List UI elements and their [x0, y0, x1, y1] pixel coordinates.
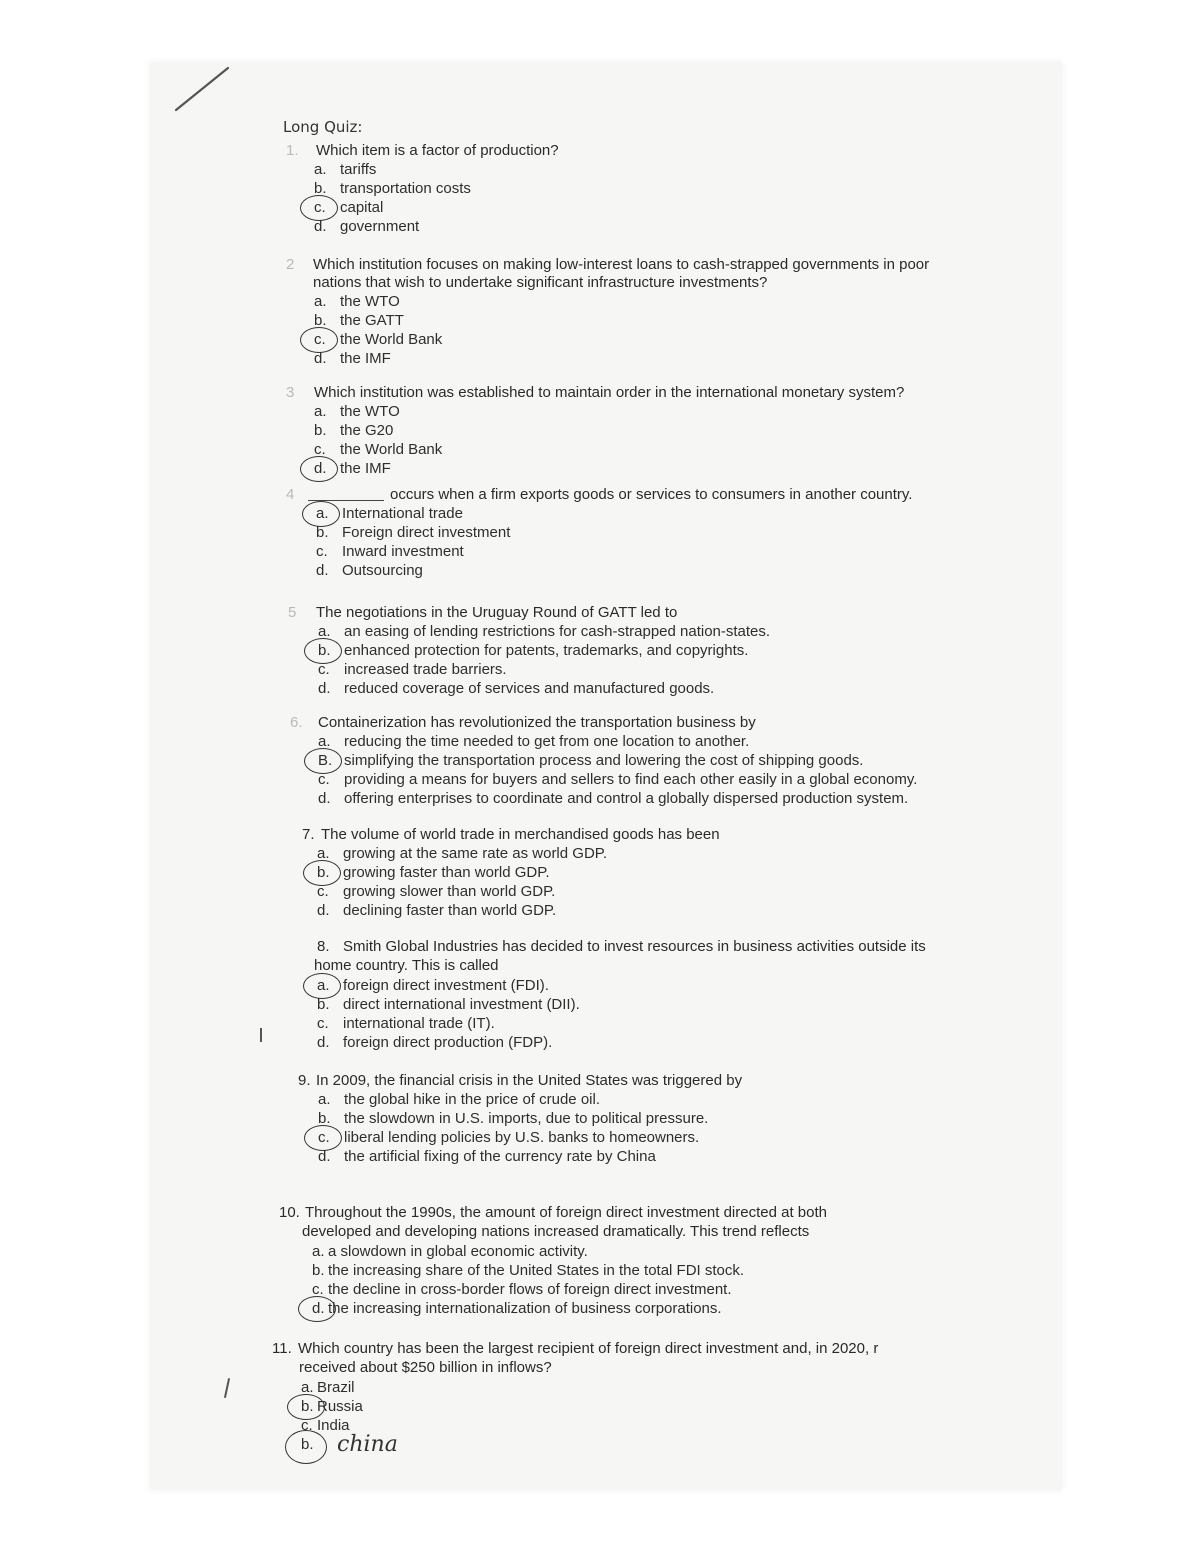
- option-text: Brazil: [317, 1379, 355, 1396]
- question-text: The negotiations in the Uruguay Round of GATT led to: [316, 604, 678, 621]
- answer-option: [312, 1243, 588, 1260]
- option-letter: d.: [312, 1300, 325, 1317]
- answer-option: [314, 180, 471, 197]
- option-text: tariffs: [340, 161, 377, 178]
- option-letter: d.: [318, 1148, 331, 1165]
- answer-option: [317, 1015, 495, 1032]
- answer-option: [317, 845, 607, 862]
- option-text: providing a means for buyers and sellers to find each other easily in a global economy.: [344, 771, 918, 788]
- option-text: Outsourcing: [342, 562, 423, 579]
- quiz-title: Long Quiz:: [283, 118, 363, 136]
- option-text: Russia: [317, 1398, 363, 1415]
- answer-option: [314, 218, 419, 235]
- option-text: increased trade barriers.: [344, 661, 507, 678]
- option-letter: b.: [318, 1110, 331, 1127]
- option-letter: a.: [314, 161, 327, 178]
- answer-option: [318, 1129, 699, 1146]
- question-number: 10.: [279, 1204, 300, 1221]
- option-letter: a.: [318, 1091, 331, 1108]
- answer-option: [318, 790, 908, 807]
- option-text: offering enterprises to coordinate and control a globally dispersed production system.: [344, 790, 909, 807]
- option-text: India: [317, 1417, 350, 1434]
- answer-option: [317, 1034, 552, 1051]
- option-text: Foreign direct investment: [342, 524, 511, 541]
- option-text: the global hike in the price of crude oil.: [344, 1091, 600, 1108]
- option-text: the WTO: [340, 293, 400, 310]
- option-text: the G20: [340, 422, 394, 439]
- option-letter: c.: [317, 1015, 329, 1032]
- answer-blank: [308, 488, 384, 501]
- answer-option: [314, 422, 393, 439]
- option-letter: a.: [318, 623, 331, 640]
- answer-option: [314, 350, 391, 367]
- check-mark-icon: [174, 66, 230, 112]
- option-letter: d.: [314, 460, 327, 477]
- answer-option: [318, 733, 749, 750]
- option-text: reducing the time needed to get from one location to another.: [344, 733, 750, 750]
- option-letter: a.: [301, 1379, 314, 1396]
- stray-mark: [260, 1028, 262, 1042]
- option-letter: a.: [312, 1243, 325, 1260]
- option-letter: d.: [314, 218, 327, 235]
- option-letter: a.: [314, 403, 327, 420]
- option-text: the IMF: [340, 460, 391, 477]
- option-text: foreign direct investment (FDI).: [343, 977, 549, 994]
- option-letter: a.: [317, 845, 330, 862]
- option-letter: B.: [318, 752, 333, 769]
- option-letter: d.: [316, 562, 329, 579]
- option-text: Inward investment: [342, 543, 464, 560]
- option-letter: c.: [301, 1417, 313, 1434]
- option-text: growing at the same rate as world GDP.: [343, 845, 608, 862]
- option-text: the World Bank: [340, 441, 443, 458]
- handwritten-answer: china: [337, 1432, 398, 1457]
- question-number: 1.: [286, 142, 299, 159]
- answer-option: [318, 1148, 656, 1165]
- option-letter: b.: [314, 422, 327, 439]
- option-letter: c.: [318, 1129, 330, 1146]
- option-letter: d.: [318, 790, 331, 807]
- answer-option: [317, 996, 580, 1013]
- question-number: 11.: [272, 1340, 292, 1357]
- option-letter: d.: [317, 902, 330, 919]
- answer-option: [318, 680, 714, 697]
- answer-option: [316, 543, 464, 560]
- option-letter: b.: [317, 864, 330, 881]
- answer-option: [316, 562, 423, 579]
- option-text: reduced coverage of services and manufactured goods.: [344, 680, 715, 697]
- option-text: the increasing share of the United States in the total FDI stock.: [328, 1262, 745, 1279]
- answer-option: [318, 661, 507, 678]
- option-letter: c.: [317, 883, 329, 900]
- option-text: government: [340, 218, 420, 235]
- answer-circle-mark: [298, 1296, 336, 1322]
- option-letter: a.: [317, 977, 330, 994]
- answer-option: [312, 1262, 744, 1279]
- option-letter: d.: [317, 1034, 330, 1051]
- option-letter: c.: [316, 543, 328, 560]
- option-letter: c.: [312, 1281, 324, 1298]
- answer-option: [312, 1281, 732, 1298]
- option-text: the decline in cross-border flows of foreign direct investment.: [328, 1281, 732, 1298]
- option-letter: a.: [314, 293, 327, 310]
- option-letter: c.: [314, 441, 326, 458]
- answer-option: [318, 623, 770, 640]
- option-text: simplifying the transportation process and lowering the cost of shipping goods.: [344, 752, 864, 769]
- option-letter: c.: [314, 199, 326, 216]
- option-letter: b.: [317, 996, 330, 1013]
- answer-option: [318, 1110, 708, 1127]
- option-text: the slowdown in U.S. imports, due to political pressure.: [344, 1110, 709, 1127]
- option-text: growing slower than world GDP.: [343, 883, 556, 900]
- option-text: the increasing internationalization of business corporations.: [328, 1300, 722, 1317]
- question-text: developed and developing nations increased dramatically. This trend reflects: [302, 1223, 810, 1240]
- answer-option: [312, 1300, 722, 1317]
- question-text: Which country has been the largest recipient of foreign direct investment and, in 2020, r: [298, 1340, 879, 1357]
- answer-option: [314, 161, 376, 178]
- option-text: foreign direct production (FDP).: [343, 1034, 553, 1051]
- question-number: 4: [286, 486, 295, 503]
- option-text: direct international investment (DII).: [343, 996, 580, 1013]
- option-letter: a.: [318, 733, 331, 750]
- option-letter: c.: [318, 771, 330, 788]
- question-text: Containerization has revolutionized the transportation business by: [318, 714, 756, 731]
- option-letter: b.: [314, 180, 327, 197]
- option-letter: d.: [314, 350, 327, 367]
- answer-option: [314, 293, 400, 310]
- question-text: received about $250 billion in inflows?: [299, 1359, 552, 1376]
- option-text: transportation costs: [340, 180, 471, 197]
- option-text: enhanced protection for patents, trademarks, and copyrights.: [344, 642, 749, 659]
- option-text: an easing of lending restrictions for cash-strapped nation-states.: [344, 623, 771, 640]
- question-number: 2: [286, 256, 295, 273]
- option-text: the World Bank: [340, 331, 443, 348]
- option-letter: b.: [316, 524, 329, 541]
- option-letter: b.: [318, 642, 331, 659]
- question-number: 5: [288, 604, 297, 621]
- option-text: growing faster than world GDP.: [343, 864, 550, 881]
- answer-option: [317, 883, 555, 900]
- answer-option: [316, 524, 510, 541]
- answer-option: [318, 1091, 600, 1108]
- option-letter: d.: [318, 680, 331, 697]
- option-letter: b.: [314, 312, 327, 329]
- answer-circle-mark: [285, 1430, 327, 1464]
- answer-option: [318, 771, 917, 788]
- answer-option: [317, 977, 549, 994]
- question-number: 9.: [298, 1072, 311, 1089]
- option-text: capital: [340, 199, 384, 216]
- option-text: the WTO: [340, 403, 400, 420]
- answer-option: [317, 902, 556, 919]
- option-letter: b.: [301, 1398, 314, 1415]
- question-text: Throughout the 1990s, the amount of foreign direct investment directed at both: [305, 1204, 827, 1221]
- question-number: 6.: [290, 714, 303, 731]
- question-text: occurs when a firm exports goods or services to consumers in another country.: [390, 486, 913, 503]
- question-text: nations that wish to undertake significant infrastructure investments?: [313, 274, 768, 291]
- option-text: liberal lending policies by U.S. banks to homeowners.: [344, 1129, 700, 1146]
- question-text: The volume of world trade in merchandised goods has been: [321, 826, 720, 843]
- option-text: the artificial fixing of the currency rate by China: [344, 1148, 656, 1165]
- option-text: international trade (IT).: [343, 1015, 495, 1032]
- option-text: International trade: [342, 505, 463, 522]
- answer-option: [314, 441, 442, 458]
- answer-circle-mark: [300, 456, 338, 482]
- handwritten-option-letter: b.: [301, 1436, 314, 1453]
- answer-option: [318, 752, 863, 769]
- question-text: Which item is a factor of production?: [316, 142, 559, 159]
- question-text: Smith Global Industries has decided to invest resources in business activities outside its: [343, 938, 926, 955]
- option-text: the IMF: [340, 350, 391, 367]
- answer-option: [314, 312, 404, 329]
- option-letter: c.: [314, 331, 326, 348]
- answer-option: [314, 403, 400, 420]
- question-text: Which institution focuses on making low-interest loans to cash-strapped governments in poor: [313, 256, 930, 273]
- answer-option: [318, 642, 748, 659]
- question-text: In 2009, the financial crisis in the United States was triggered by: [316, 1072, 743, 1089]
- option-text: a slowdown in global economic activity.: [328, 1243, 588, 1260]
- option-letter: c.: [318, 661, 330, 678]
- question-number: 3: [286, 384, 295, 401]
- answer-option: [317, 864, 550, 881]
- question-number: 7.: [302, 826, 315, 843]
- question-text: Which institution was established to maintain order in the international monetary system?: [314, 384, 905, 401]
- question-number: 8.: [317, 938, 330, 955]
- option-letter: b.: [312, 1262, 325, 1279]
- question-text: home country. This is called: [314, 957, 499, 974]
- option-text: the GATT: [340, 312, 404, 329]
- option-text: declining faster than world GDP.: [343, 902, 557, 919]
- option-letter: a.: [316, 505, 329, 522]
